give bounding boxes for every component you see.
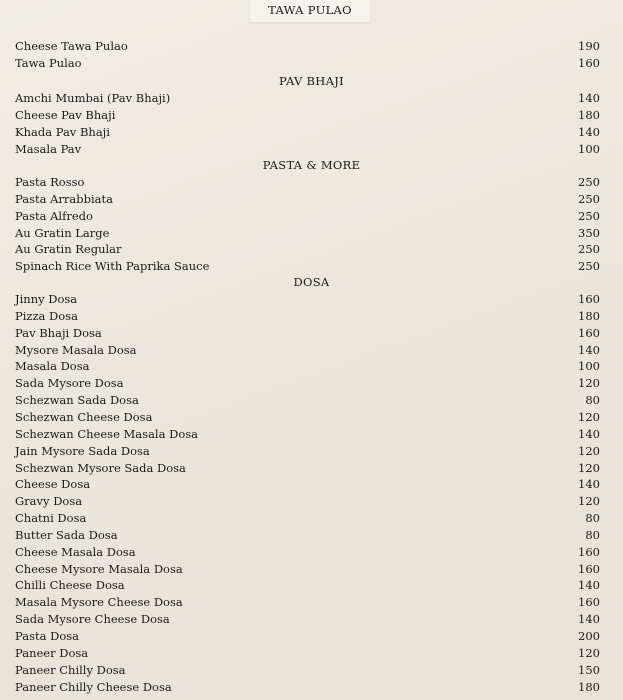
menu-item-price: 160 [578, 545, 600, 559]
menu-item-row [15, 358, 600, 374]
menu-item-price: 100 [578, 142, 600, 156]
menu-item-price: 160 [578, 292, 600, 306]
menu-item-price: 160 [578, 56, 600, 70]
menu-item-price: 160 [578, 595, 600, 609]
menu-item-row [15, 392, 600, 408]
menu-item-price: 250 [578, 192, 600, 206]
menu-item-price: 120 [578, 444, 600, 458]
menu-item-price: 250 [578, 209, 600, 223]
menu-item-name: Pav Bhaji Dosa [15, 326, 102, 340]
menu-item-row [15, 645, 600, 661]
menu-item-name: Cheese Pav Bhaji [15, 108, 116, 122]
menu-item-price: 80 [585, 393, 600, 407]
menu-item-name: Jinny Dosa [15, 292, 78, 306]
menu-item-row [15, 561, 600, 577]
menu-item-name: Spinach Rice With Paprika Sauce [15, 259, 210, 273]
menu-item-row [15, 174, 600, 190]
menu-item-price: 80 [585, 528, 600, 542]
menu-item-name: Schezwan Sada Dosa [15, 393, 139, 407]
menu-item-row [15, 493, 600, 509]
menu-item-name: Khada Pav Bhaji [15, 125, 110, 139]
menu-item-price: 140 [578, 477, 600, 491]
section-heading: DOSA [293, 275, 330, 289]
menu-item-price: 120 [578, 376, 600, 390]
menu-item-name: Pasta Arrabbiata [15, 192, 114, 206]
section-heading: PASTA & MORE [262, 158, 361, 172]
menu-item-row [15, 409, 600, 425]
menu-item-name: Masala Dosa [15, 359, 90, 373]
menu-item-row [15, 107, 600, 123]
menu-item-price: 140 [578, 612, 600, 626]
menu-item-name: Cheese Dosa [15, 477, 91, 491]
menu-item-price: 160 [578, 562, 600, 576]
menu-item-row [15, 291, 600, 307]
menu-item-row [15, 662, 600, 678]
menu-item-name: Masala Pav [15, 142, 82, 156]
menu-item-row [15, 342, 600, 358]
menu-item-price: 80 [585, 511, 600, 525]
menu-item-row [15, 611, 600, 627]
menu-item-name: Au Gratin Large [15, 226, 110, 240]
menu-item-row [15, 38, 600, 54]
menu-item-row [15, 241, 600, 257]
menu-item-row [15, 124, 600, 140]
menu-item-name: Pizza Dosa [15, 309, 78, 323]
menu-item-name: Pasta Rosso [15, 175, 85, 189]
menu-item-row [15, 225, 600, 241]
menu-item-price: 140 [578, 343, 600, 357]
menu-item-price: 180 [578, 108, 600, 122]
menu-item-row [15, 55, 600, 71]
menu-item-row [15, 208, 600, 224]
menu-item-row [15, 527, 600, 543]
menu-item-row [15, 510, 600, 526]
menu-item-name: Masala Mysore Cheese Dosa [15, 595, 183, 609]
menu-item-price: 120 [578, 461, 600, 475]
menu-item-name: Pasta Alfredo [15, 209, 93, 223]
menu-item-name: Chatni Dosa [15, 511, 87, 525]
menu-item-name: Paneer Chilly Dosa [15, 663, 126, 677]
menu-item-price: 200 [578, 629, 600, 643]
menu-item-price: 140 [578, 427, 600, 441]
menu-item-name: Mysore Masala Dosa [15, 343, 137, 357]
menu-item-name: Gravy Dosa [15, 494, 83, 508]
menu-item-row [15, 679, 600, 695]
menu-item-price: 150 [578, 663, 600, 677]
menu-item-price: 180 [578, 680, 600, 694]
menu-item-price: 120 [578, 410, 600, 424]
menu-item-name: Tawa Pulao [15, 56, 82, 70]
section-heading: TAWA PULAO [250, 0, 370, 22]
menu-item-price: 140 [578, 91, 600, 105]
menu-item-name: Pasta Dosa [15, 629, 80, 643]
menu-item-name: Chilli Cheese Dosa [15, 578, 125, 592]
section-heading: PAV BHAJI [278, 74, 344, 88]
menu-item-row [15, 375, 600, 391]
menu-item-price: 250 [578, 242, 600, 256]
menu-item-price: 140 [578, 125, 600, 139]
menu-item-price: 140 [578, 578, 600, 592]
menu-item-row [15, 443, 600, 459]
menu-item-price: 120 [578, 494, 600, 508]
menu-item-name: Cheese Masala Dosa [15, 545, 136, 559]
menu-item-price: 250 [578, 259, 600, 273]
menu-item-row [15, 141, 600, 157]
menu-item-row [15, 476, 600, 492]
menu-item-name: Sada Mysore Cheese Dosa [15, 612, 170, 626]
menu-item-name: Butter Sada Dosa [15, 528, 118, 542]
menu-item-name: Schezwan Cheese Dosa [15, 410, 153, 424]
menu-item-row [15, 628, 600, 644]
menu-item-row [15, 308, 600, 324]
menu-item-row [15, 90, 600, 106]
menu-item-row [15, 325, 600, 341]
menu-item-row [15, 544, 600, 560]
menu-item-row [15, 191, 600, 207]
menu-item-name: Paneer Dosa [15, 646, 89, 660]
menu-item-price: 180 [578, 309, 600, 323]
menu-item-name: Schezwan Mysore Sada Dosa [15, 461, 186, 475]
menu-item-row [15, 594, 600, 610]
menu-item-price: 160 [578, 326, 600, 340]
menu-item-row [15, 426, 600, 442]
menu-item-name: Paneer Chilly Cheese Dosa [15, 680, 172, 694]
menu-item-name: Sada Mysore Dosa [15, 376, 124, 390]
menu-item-row [15, 258, 600, 274]
menu-item-name: Au Gratin Regular [15, 242, 122, 256]
menu-item-price: 250 [578, 175, 600, 189]
menu-item-name: Amchi Mumbai (Pav Bhaji) [15, 91, 171, 105]
menu-item-name: Jain Mysore Sada Dosa [15, 444, 150, 458]
menu-item-price: 120 [578, 646, 600, 660]
menu-item-price: 350 [578, 226, 600, 240]
menu-item-row [15, 460, 600, 476]
menu-item-row [15, 577, 600, 593]
menu-item-name: Schezwan Cheese Masala Dosa [15, 427, 199, 441]
menu-item-price: 190 [578, 39, 600, 53]
menu-item-name: Cheese Tawa Pulao [15, 39, 128, 53]
menu-item-price: 100 [578, 359, 600, 373]
menu-item-name: Cheese Mysore Masala Dosa [15, 562, 183, 576]
